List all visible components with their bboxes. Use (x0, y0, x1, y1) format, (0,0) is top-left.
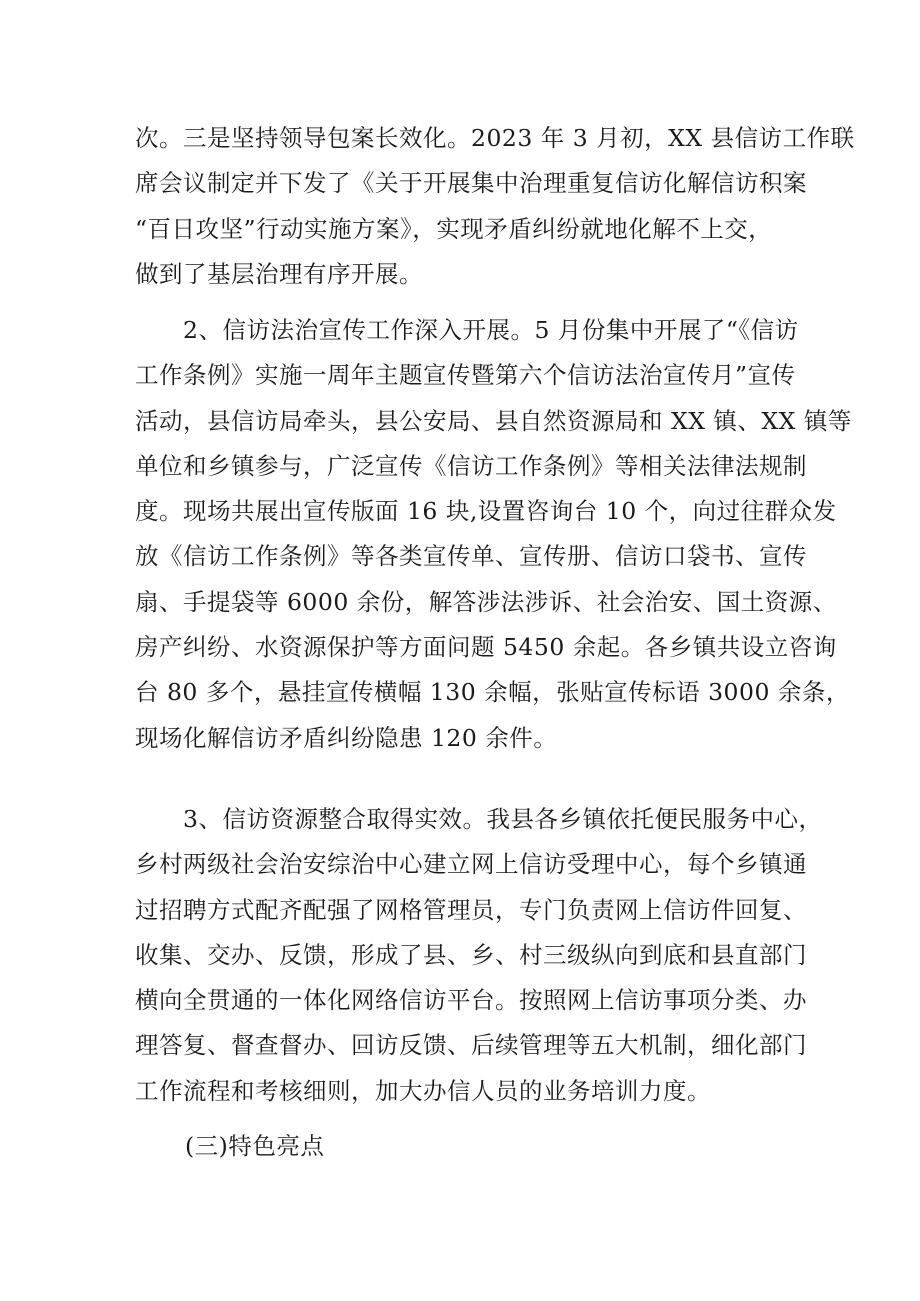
text-line: 过招聘方式配齐配强了网格管理员，专门负责网上信访件回复、 (135, 895, 807, 924)
text-line: “百日攻坚”行动实施方案》，实现矛盾纠纷就地化解不上交， (135, 214, 773, 243)
section-heading (135, 1124, 815, 1169)
text-line: 3、信访资源整合取得实效。我县各乡镇依托便民服务中心， (183, 805, 823, 833)
text-line: 扇、手提袋等 6000 余份，解答涉法涉诉、社会治安、国土资源、 (135, 587, 837, 616)
text-line: 活动，县信访局牵头，县公安局、县自然资源局和 XX 镇、XX 镇等 (135, 406, 852, 435)
text-line: 乡村两级社会治安综治中心建立网上信访受理中心，每个乡镇通 (135, 850, 807, 879)
text-line: 2、信访法治宣传工作深入开展。5 月份集中开展了“《信访 (183, 316, 799, 344)
text-line: 收集、交办、反馈，形成了县、乡、村三级纵向到底和县直部门 (135, 940, 807, 969)
text-line: 度。现场共展出宣传版面 16 块,设置咨询台 10 个，向过往群众发 (135, 497, 837, 526)
text-line: 房产纠纷、水资源保护等方面问题 5450 余起。各乡镇共设立咨询 (135, 633, 837, 662)
text-line: 工作流程和考核细则，加大办信人员的业务培训力度。 (135, 1076, 711, 1105)
text-line: 台 80 多个，悬挂宣传横幅 130 余幅，张贴宣传标语 3000 余条， (135, 678, 850, 707)
text-line: 次。三是坚持领导包案长效化。2023 年 3 月初，XX 县信访工作联 (135, 124, 855, 152)
text-line: 放《信访工作条例》等各类宣传单、宣传册、信访口袋书、宣传 (135, 542, 807, 571)
text-line: 现场化解信访矛盾纠纷隐患 120 余件。 (135, 723, 558, 752)
text-line: 横向全贯通的一体化网络信访平台。按照网上信访事项分类、办 (135, 986, 807, 1015)
text-line: 席会议制定并下发了《关于开展集中治理重复信访化解信访积案 (135, 169, 807, 198)
section-heading-text: (三)特色亮点 (185, 1132, 325, 1160)
paragraph-leadership-case (135, 116, 855, 297)
text-line: 工作条例》实施一周年主题宣传暨第六个信访法治宣传月”宣传 (135, 361, 796, 390)
paragraph-legal-publicity (135, 308, 852, 761)
text-line: 做到了基层治理有序开展。 (135, 259, 423, 288)
text-line: 单位和乡镇参与，广泛宣传《信访工作条例》等相关法律法规制 (135, 451, 807, 480)
paragraph-resource-integration (135, 797, 823, 1114)
text-line: 理答复、督查督办、回访反馈、后续管理等五大机制，细化部门 (135, 1031, 807, 1060)
